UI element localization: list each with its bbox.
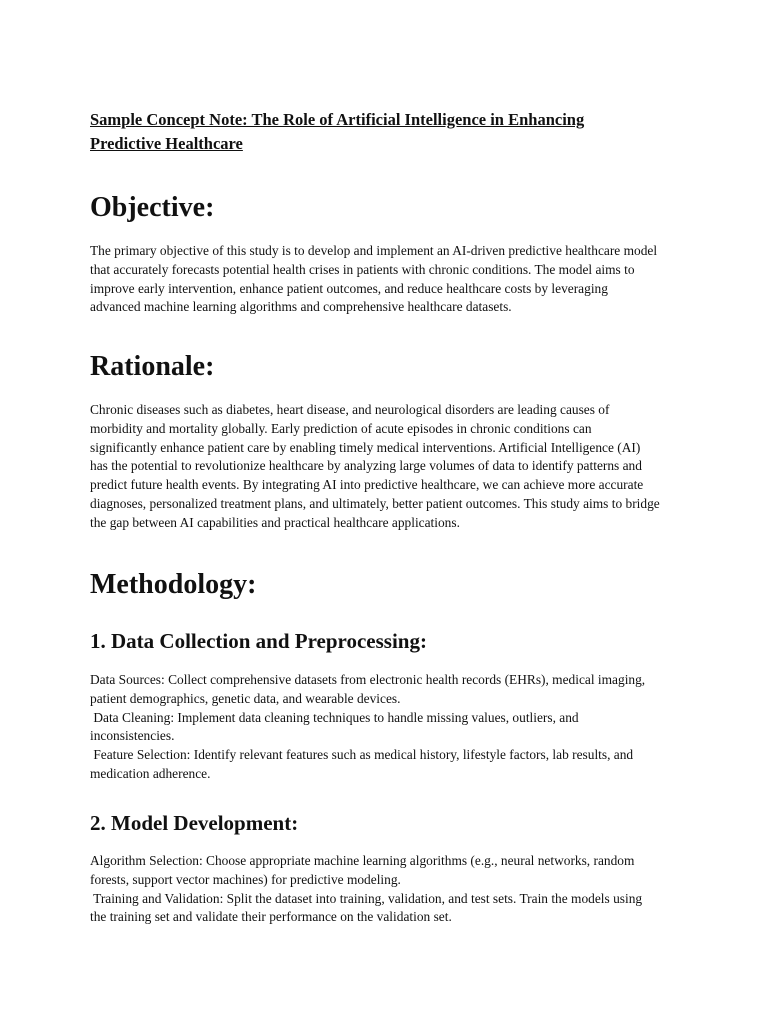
- rationale-paragraph: [90, 401, 660, 533]
- paragraph-line: predict future health events. By integrating AI into predictive healthcare, we can achieve more accurate: [90, 477, 644, 493]
- paragraph-line: patient demographics, genetic data, and wearable devices.: [90, 690, 401, 706]
- paragraph-line: significantly enhance patient care by enabling timely medical interventions. Artificial Intelligence (AI): [90, 439, 641, 455]
- paragraph-line: morbidity and mortality globally. Early prediction of acute episodes in chronic conditions can: [90, 420, 592, 436]
- paragraph-line: inconsistencies.: [90, 728, 175, 744]
- paragraph-line: the gap between AI capabilities and practical healthcare applications.: [90, 514, 460, 530]
- methodology-heading: Methodology:: [90, 569, 257, 600]
- document-title-line: Predictive Healthcare: [90, 134, 243, 153]
- model-development-heading: 2. Model Development:: [90, 811, 299, 835]
- paragraph-line: forests, support vector machines) for predictive modeling.: [90, 871, 401, 887]
- paragraph-line: diagnoses, personalized treatment plans, and ultimately, better patient outcomes. This study aims to bridge: [90, 495, 660, 511]
- objective-heading: Objective:: [90, 192, 215, 223]
- paragraph-line: advanced machine learning algorithms and comprehensive healthcare datasets.: [90, 299, 512, 315]
- paragraph-line: Chronic diseases such as diabetes, heart disease, and neurological disorders are leading causes of: [90, 402, 610, 417]
- document-title-line: Sample Concept Note: The Role of Artificial Intelligence in Enhancing: [90, 110, 585, 129]
- paragraph-line: Data Sources: Collect comprehensive datasets from electronic health records (EHRs), medical imaging,: [90, 672, 646, 687]
- document-page: [90, 108, 690, 925]
- paragraph-line: improve early intervention, enhance patient outcomes, and reduce healthcare costs by leveraging: [90, 280, 608, 296]
- data-collection-heading: 1. Data Collection and Preprocessing:: [90, 629, 427, 653]
- paragraph-line: has the potential to revolutionize healthcare by analyzing large volumes of data to identify patterns and: [90, 458, 642, 474]
- objective-paragraph: [90, 242, 657, 317]
- paragraph-line: medication adherence.: [90, 765, 211, 781]
- model-development-paragraph: [90, 852, 642, 927]
- rationale-heading: Rationale:: [90, 351, 215, 382]
- data-collection-paragraph: [90, 671, 645, 784]
- paragraph-line: Algorithm Selection: Choose appropriate machine learning algorithms (e.g., neural networks, random: [90, 853, 635, 868]
- paragraph-line: that accurately forecasts potential health crises in patients with chronic conditions. The model aims to: [90, 261, 635, 277]
- document-title: [90, 108, 690, 156]
- paragraph-line: Training and Validation: Split the dataset into training, validation, and test sets. Train the models using: [90, 890, 643, 906]
- paragraph-line: The primary objective of this study is to develop and implement an AI-driven predictive healthcare model: [90, 243, 658, 258]
- paragraph-line: the training set and validate their performance on the validation set.: [90, 909, 452, 925]
- paragraph-line: Feature Selection: Identify relevant features such as medical history, lifestyle factors, lab results, and: [90, 747, 634, 763]
- paragraph-line: Data Cleaning: Implement data cleaning techniques to handle missing values, outliers, and: [90, 709, 579, 725]
